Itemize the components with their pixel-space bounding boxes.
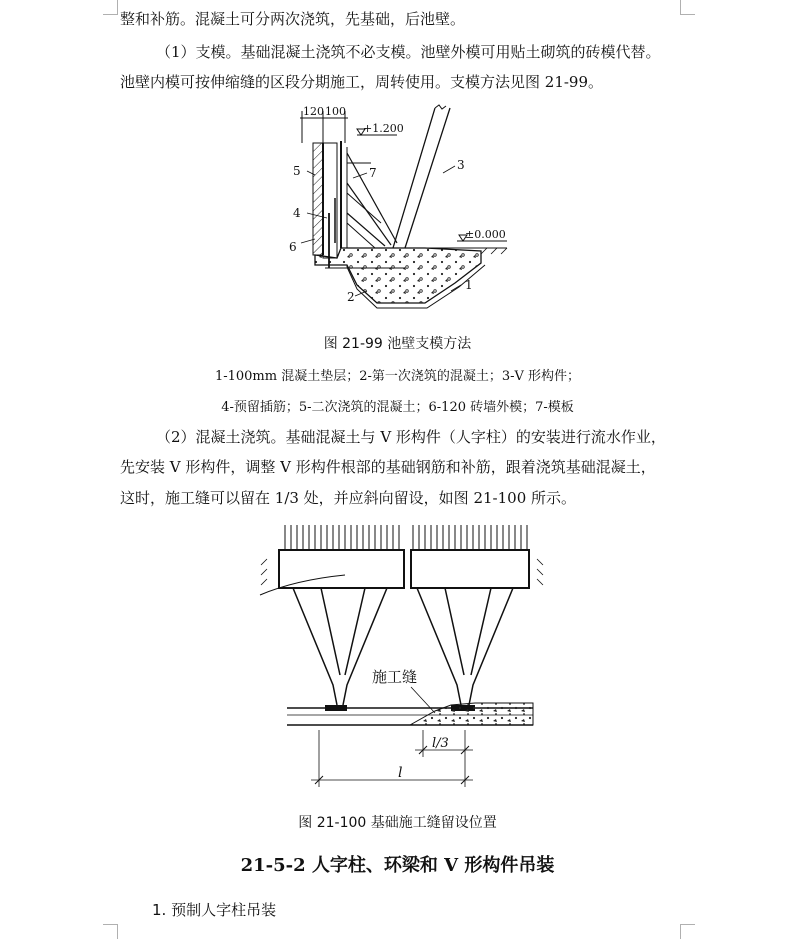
figure-21-99-drawing bbox=[285, 103, 545, 318]
figure-21-99-caption: 图 21-99 池壁支模方法 bbox=[323, 336, 472, 352]
paragraph-line: 池壁内模可按伸缩缝的区段分期施工，周转使用。支模方法见图 21-99。 bbox=[120, 73, 604, 91]
section-heading: 21-5-2 人字柱、环梁和 V 形构件吊装 bbox=[240, 855, 555, 876]
label-5: 5 bbox=[293, 164, 301, 178]
elevation-zero-label: ±0.000 bbox=[465, 228, 506, 241]
label-7: 7 bbox=[369, 166, 377, 180]
figure-21-99-legend: 4-预留插筋；5-二次浇筑的混凝土；6-120 砖墙外模；7-模板 bbox=[221, 400, 574, 415]
paragraph-line: 先安装 V 形构件，调整 V 形构件根部的基础钢筋和补筋，跟着浇筑基础混凝土， bbox=[120, 458, 656, 476]
construction-joint-label: 施工缝 bbox=[372, 668, 418, 686]
paragraph-line: （1）支模。基础混凝土浇筑不必支模。池壁外模可用贴土砌筑的砖模代替。 bbox=[156, 43, 661, 61]
dim-full-label: l bbox=[398, 765, 403, 781]
figure-21-100-drawing bbox=[275, 525, 535, 795]
label-6: 6 bbox=[289, 240, 297, 254]
list-item: 1. 预制人字柱吊装 bbox=[152, 901, 277, 919]
dim-100-label: 100 bbox=[325, 105, 346, 118]
label-2: 2 bbox=[347, 290, 355, 304]
page-corner-mark bbox=[103, 924, 118, 939]
label-3: 3 bbox=[457, 158, 465, 172]
paragraph-line: 整和补筋。混凝土可分两次浇筑，先基础，后池壁。 bbox=[120, 10, 466, 28]
label-4: 4 bbox=[293, 206, 301, 220]
figure-21-100-caption: 图 21-100 基础施工缝留设位置 bbox=[298, 815, 497, 831]
page-corner-mark bbox=[680, 924, 695, 939]
dim-third-label: l/3 bbox=[432, 736, 449, 751]
page-corner-mark bbox=[103, 0, 118, 15]
figure-21-99-legend: 1-100mm 混凝土垫层；2-第一次浇筑的混凝土；3-V 形构件； bbox=[214, 369, 581, 384]
label-1: 1 bbox=[465, 278, 473, 292]
paragraph-line: （2）混凝土浇筑。基础混凝土与 V 形构件（人字柱）的安装进行流水作业， bbox=[156, 428, 666, 446]
page-corner-mark bbox=[680, 0, 695, 15]
dim-120-label: 120 bbox=[303, 105, 324, 118]
elevation-top-label: +1.200 bbox=[363, 122, 404, 135]
paragraph-line: 这时，施工缝可以留在 1/3 处，并应斜向留设，如图 21-100 所示。 bbox=[120, 489, 577, 507]
